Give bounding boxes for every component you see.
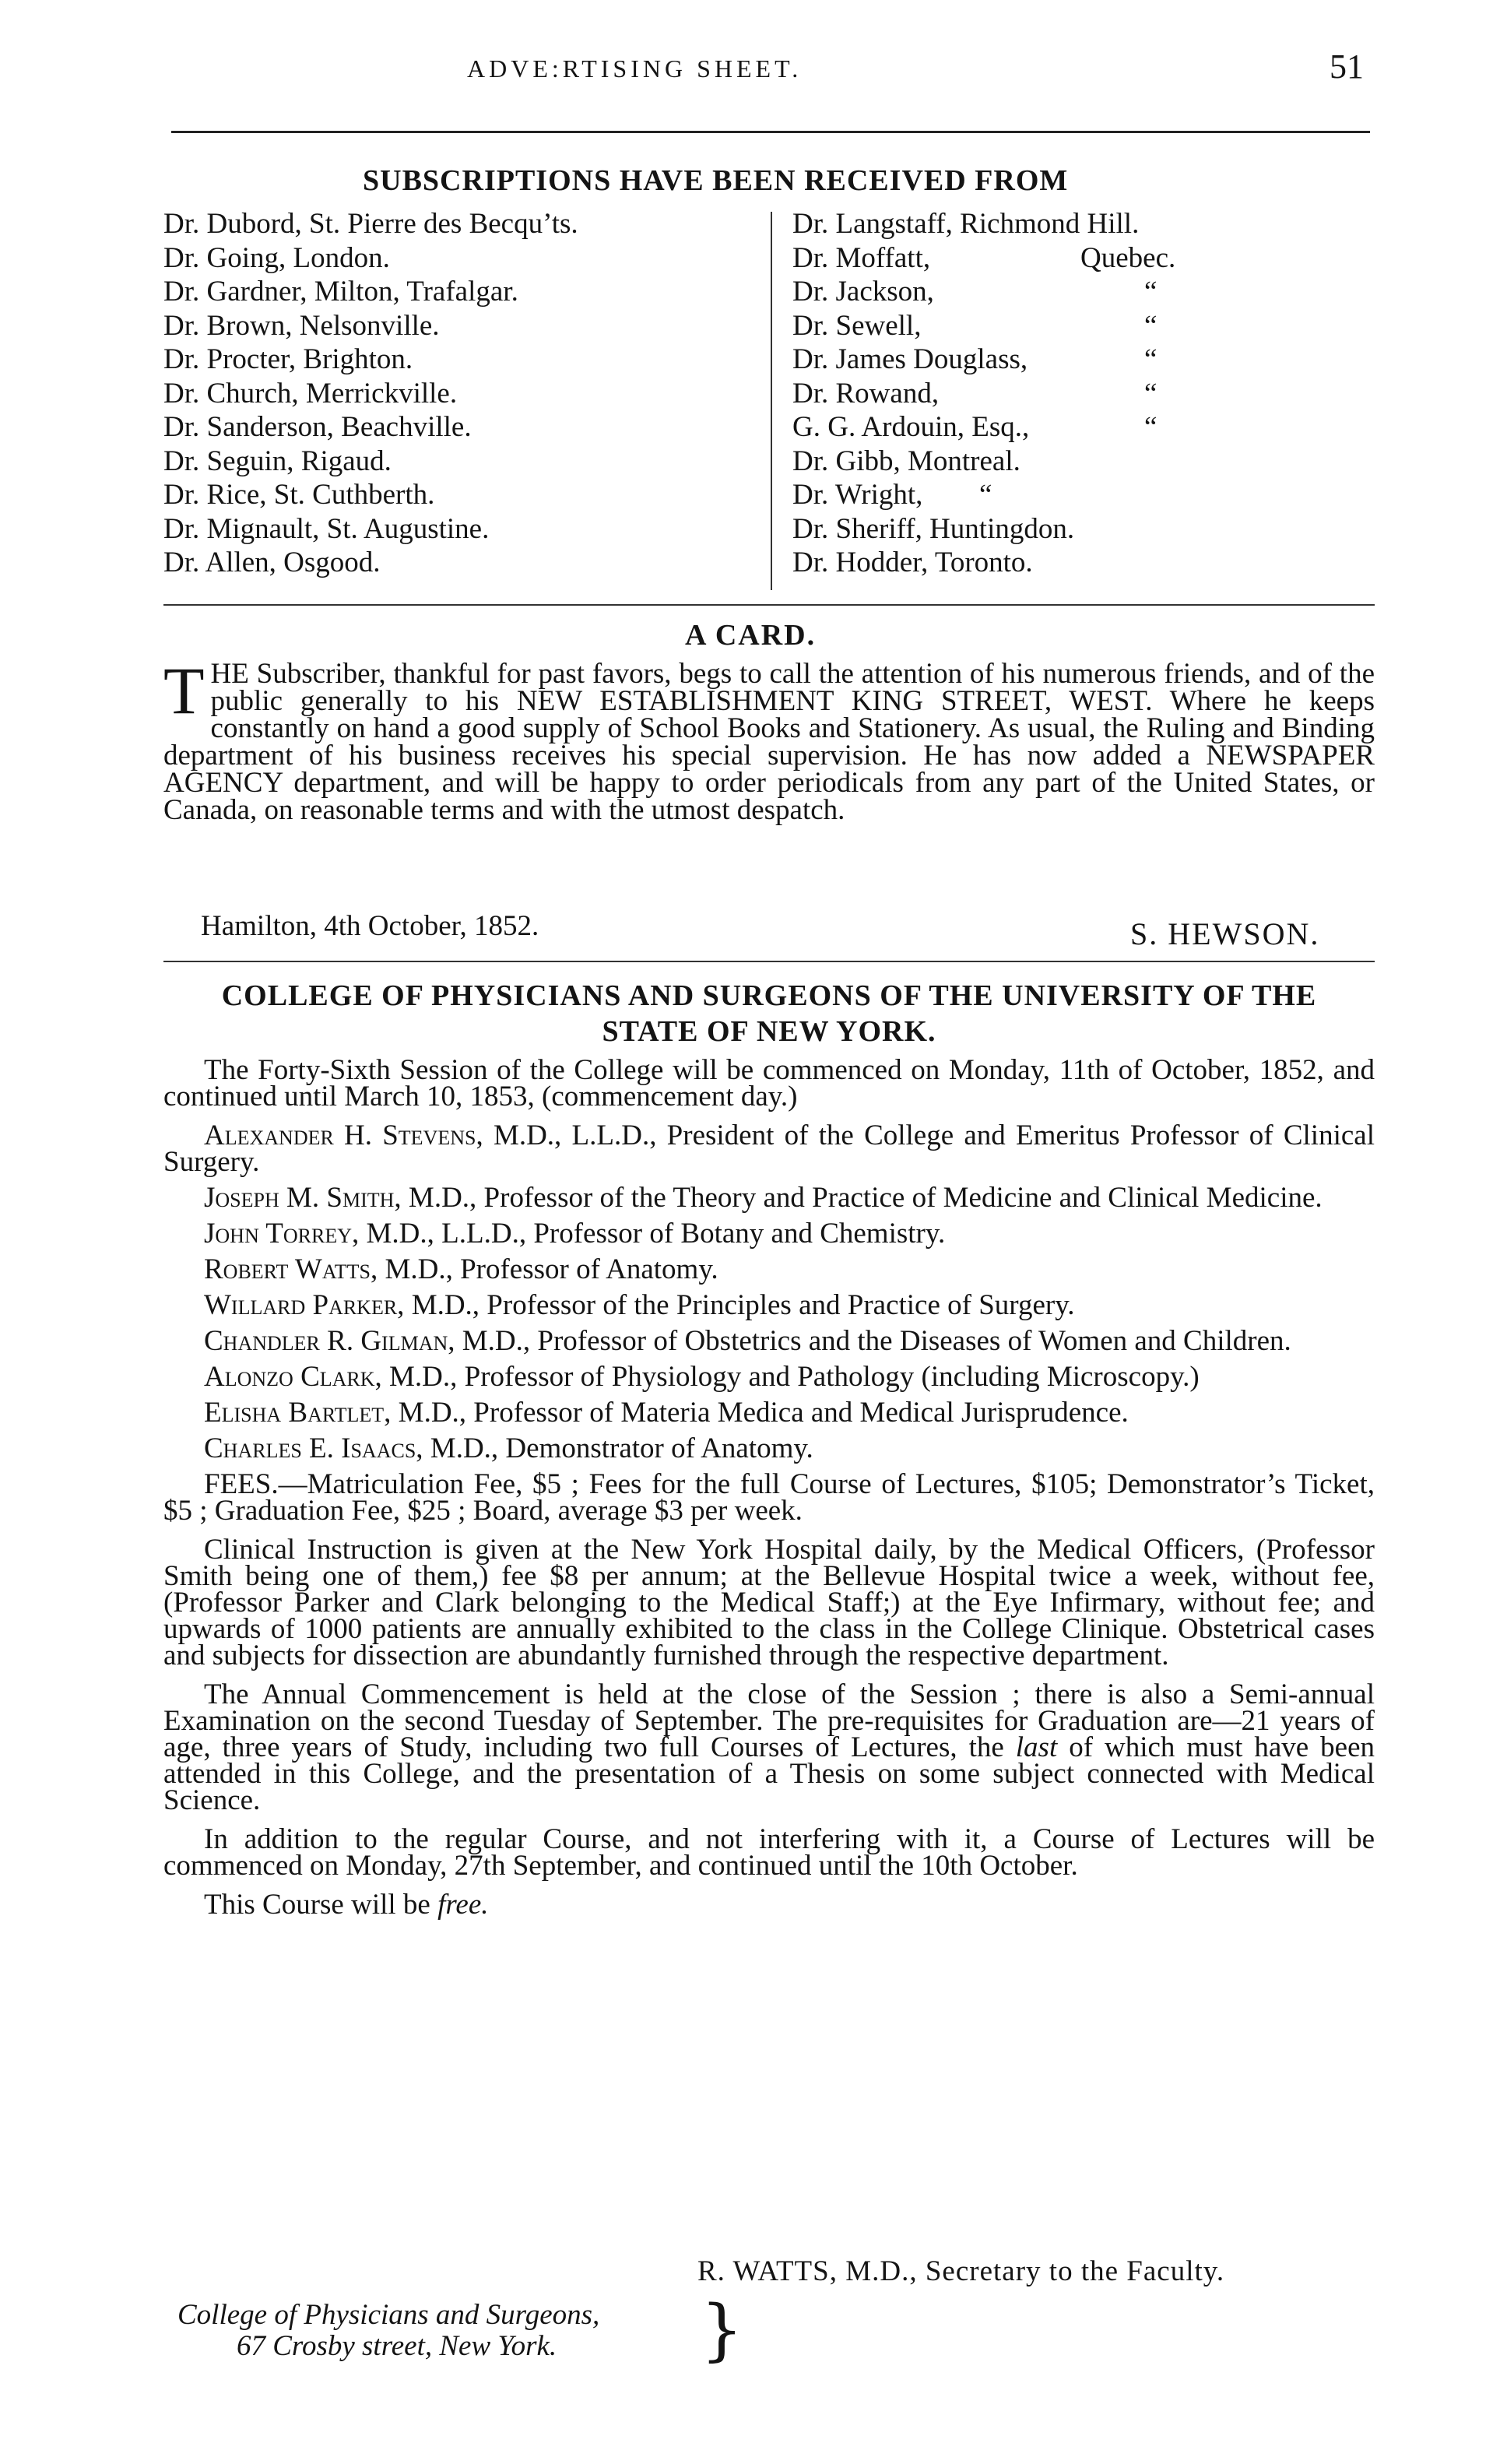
subscriptions-heading: SUBSCRIPTIONS HAVE BEEN RECEIVED FROM: [363, 164, 1069, 197]
faculty-name: Willard Parker,: [204, 1289, 405, 1321]
commencement-paragraph: [163, 1678, 1375, 1816]
faculty-title: M.D., Professor of Obstetrics and the Diseases of Women and Children.: [455, 1325, 1291, 1357]
subscriber-entry: [792, 478, 1139, 512]
college-announcement: [163, 1054, 1375, 1931]
subscribers-left-column: [163, 207, 578, 580]
ditto-mark: “: [1144, 411, 1157, 443]
subscriber-name: Dr. Sewell,: [792, 309, 922, 342]
subscriber-name: Dr. Wright,: [792, 479, 923, 511]
address-line: 67 Crosby street, New York.: [237, 2330, 557, 2362]
additional-course-paragraph: In addition to the regular Course, and not interfering with it, a Course of Lectures will be commenced on Monday, 27th September, and continued until the 10th October.: [163, 1823, 1375, 1882]
ditto-mark: “: [979, 479, 992, 511]
commencement-text: The Annual Commencement is held at the close of the Session ; there is also a Semi-annual Examination on the second Tuesday of September. The pre-requisites for Graduation are—21 years of age, three years of Study, including two full Courses of Lectures, the: [163, 1678, 1375, 1763]
session-intro: The Forty-Sixth Session of the College will be commenced on Monday, 11th of October, 1852, and continued until March 10, 1853, (commencement day.): [163, 1054, 1375, 1112]
card-signature: S. HEWSON.: [1130, 916, 1320, 951]
subscriber-entry: Dr. Mignault, St. Augustine.: [163, 512, 490, 545]
faculty-name: Alonzo Clark,: [204, 1361, 382, 1393]
free-course-text: This Course will be: [204, 1889, 438, 1921]
ditto-mark: “: [1144, 377, 1157, 409]
faculty-name: Alexander H. Stevens,: [204, 1120, 483, 1151]
faculty-title: M.D., L.L.D., Professor of Botany and Chemistry.: [359, 1218, 946, 1250]
college-heading: [163, 978, 1375, 1049]
column-divider: [771, 212, 772, 590]
subscriber-entry: [792, 309, 1157, 343]
secretary-signature: R. WATTS, M.D., Secretary to the Faculty.: [697, 2255, 1225, 2287]
section-rule: [163, 604, 1375, 606]
subscriber-place: Quebec.: [1080, 241, 1176, 274]
college-heading-line: STATE OF NEW YORK.: [602, 1015, 936, 1048]
subscriber-entry: Dr. Procter, Brighton.: [163, 343, 413, 375]
subscriber-name: Dr. Rowand,: [792, 377, 940, 409]
subscriber-entry: [792, 241, 1176, 276]
faculty-entry: [163, 1397, 1375, 1429]
subscriber-entry: Dr. Sanderson, Beachville.: [163, 411, 472, 443]
brace-glyph: }: [701, 2291, 743, 2369]
card-heading: A CARD.: [685, 619, 817, 652]
subscriber-entry: Dr. Rice, St. Cuthberth.: [163, 479, 435, 511]
college-address: [177, 2300, 599, 2362]
subscriber-name: Dr. Sheriff, Huntingdon.: [792, 512, 1075, 545]
subscriber-name: Dr. Langstaff, Richmond Hill.: [792, 208, 1140, 240]
subscriber-entry: [792, 207, 1139, 241]
free-course-line: [163, 1889, 1375, 1921]
faculty-entry: [163, 1182, 1375, 1214]
subscriber-entry: [792, 512, 1139, 547]
faculty-title: M.D., Professor of the Principles and Practice of Surgery.: [404, 1289, 1075, 1321]
clinical-paragraph: Clinical Instruction is given at the New York Hospital daily, by the Medical Officers, (Professor Smith being one of them,) fee $8 per annum; at the Bellevue Hospital twice a week, without fee, (Professor Parker and Clark belonging to the Medical Staff;) at the Eye Infirmary, without fee; and upwards of 1000 patients are annually exhibited to the class in the College Clinique. Obstetrical cases and subjects for dissection are abundantly furnished through the respective department.: [163, 1534, 1375, 1671]
faculty-entry: [163, 1120, 1375, 1178]
subscriber-name: Dr. Moffatt,: [792, 241, 931, 274]
subscribers-right-column: [792, 207, 1176, 580]
faculty-name: John Torrey,: [204, 1218, 360, 1250]
section-rule: [163, 961, 1375, 962]
faculty-entry: [163, 1253, 1375, 1285]
subscriber-entry: Dr. Allen, Osgood.: [163, 547, 381, 578]
subscriber-entry: [792, 445, 1139, 479]
ditto-mark: “: [1144, 343, 1157, 375]
faculty-name: Robert Watts,: [204, 1253, 378, 1285]
header-rule: [171, 131, 1370, 133]
card-body: [163, 653, 1375, 826]
faculty-title: M.D., Professor of Physiology and Pathology (including Microscopy.): [381, 1361, 1200, 1393]
fees-paragraph: FEES.—Matriculation Fee, $5 ; Fees for the full Course of Lectures, $105; Demonstrator’s Ticket, $5 ; Graduation Fee, $25 ; Board, average $3 per week.: [163, 1468, 1375, 1527]
faculty-title: M.D., Professor of Anatomy.: [378, 1253, 718, 1285]
subscriber-entry: [792, 343, 1157, 377]
commencement-emphasis: last: [1015, 1731, 1058, 1763]
address-line: College of Physicians and Surgeons,: [177, 2299, 600, 2331]
faculty-name: Elisha Bartlet,: [204, 1397, 392, 1429]
college-heading-line: COLLEGE OF PHYSICIANS AND SURGEONS OF THE UNIVERSITY OF THE: [221, 979, 1317, 1012]
faculty-name: Joseph M. Smith,: [204, 1182, 402, 1214]
subscriber-entry: Dr. Seguin, Rigaud.: [163, 445, 392, 477]
faculty-entry: [163, 1361, 1375, 1393]
subscriber-entry: Dr. Brown, Nelsonville.: [163, 309, 440, 342]
subscriber-entry: Dr. Church, Merrickville.: [163, 377, 458, 409]
card-dateline: Hamilton, 4th October, 1852.: [201, 910, 539, 942]
subscriber-entry: [792, 377, 1157, 411]
ditto-mark: “: [1144, 309, 1157, 342]
ditto-mark: “: [1144, 276, 1157, 308]
subscriber-name: Dr. Gibb, Montreal.: [792, 445, 1020, 477]
faculty-entry: [163, 1289, 1375, 1321]
subscriber-entry: Dr. Gardner, Milton, Trafalgar.: [163, 276, 518, 308]
subscriber-name: Dr. Jackson,: [792, 276, 934, 308]
subscriber-entry: [792, 546, 1139, 580]
subscriber-entry: [792, 410, 1157, 445]
commencement-text: of which must have been attended in this College, and the presentation of a Thesis on some subject connected with Medical Science.: [163, 1731, 1375, 1816]
drop-cap: T: [163, 653, 205, 728]
faculty-title: M.D., Professor of the Theory and Practice of Medicine and Clinical Medicine.: [401, 1182, 1323, 1214]
card-text: HE Subscriber, thankful for past favors, begs to call the attention of his numerous friends, and of the public generally to his NEW ESTABLISHMENT KING STREET, WEST. Where he keeps constantly on hand a good supply of School Books and Stationery. As usual, the Ruling and Binding department of his business receives his special supervision. He has now added a NEWSPAPER AGENCY department, and will be happy to order periodicals from any part of the United States, or Canada, on reasonable terms and with the utmost despatch.: [163, 658, 1375, 826]
faculty-title: M.D., L.L.D., President of the College and Emeritus Professor of Clinical Surgery.: [163, 1120, 1375, 1178]
running-header: ADVE:RTISING SHEET.: [467, 54, 803, 83]
free-course-emphasis: free.: [437, 1889, 489, 1921]
faculty-name: Charles E. Isaacs,: [204, 1432, 423, 1464]
faculty-title: M.D., Professor of Materia Medica and Medical Jurisprudence.: [391, 1397, 1129, 1429]
faculty-name: Chandler R. Gilman,: [204, 1325, 455, 1357]
subscriber-entry: Dr. Going, London.: [163, 241, 390, 274]
subscriber-name: Dr. Hodder, Toronto.: [792, 547, 1033, 578]
faculty-title: M.D., Demonstrator of Anatomy.: [423, 1432, 813, 1464]
subscriber-name: G. G. Ardouin, Esq.,: [792, 411, 1030, 443]
faculty-entry: [163, 1218, 1375, 1250]
subscriber-entry: [792, 275, 1157, 309]
faculty-entry: [163, 1325, 1375, 1357]
subscriber-entry: Dr. Dubord, St. Pierre des Becqu’ts.: [163, 208, 578, 240]
page-number: 51: [1330, 47, 1364, 86]
subscriber-name: Dr. James Douglass,: [792, 343, 1028, 375]
faculty-entry: [163, 1432, 1375, 1464]
